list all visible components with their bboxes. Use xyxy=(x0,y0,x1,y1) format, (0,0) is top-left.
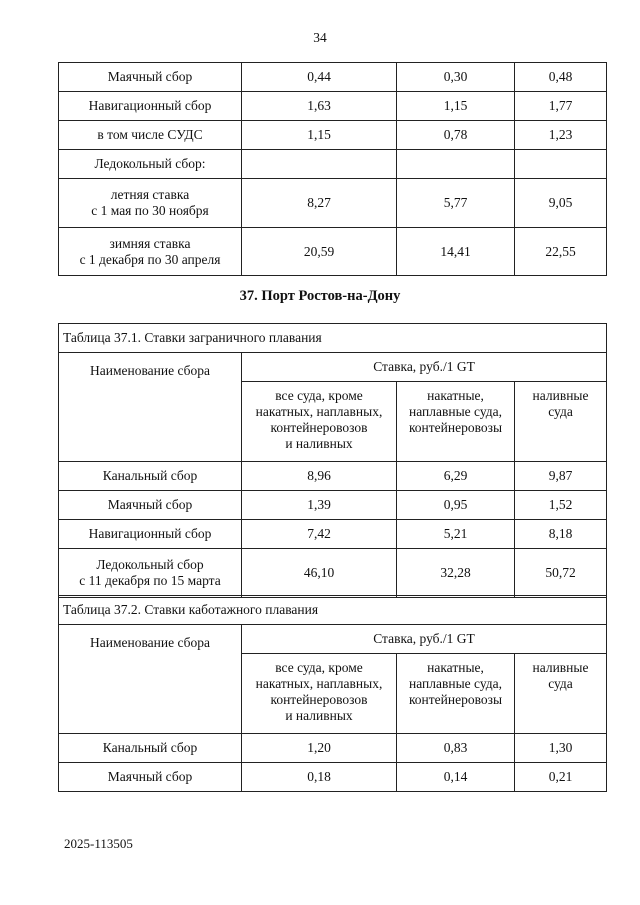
header-line: накатные, xyxy=(427,388,484,403)
header-line: наливные xyxy=(532,660,589,675)
header-col-all-vessels xyxy=(242,382,397,462)
rate-cell: 0,78 xyxy=(397,121,515,150)
rate-cell: 1,20 xyxy=(242,734,397,763)
rate-cell xyxy=(397,150,515,179)
header-col-tankers xyxy=(515,382,607,462)
table-row xyxy=(59,520,607,549)
header-line: суда xyxy=(548,404,573,419)
rate-cell: 8,18 xyxy=(515,520,607,549)
table-row xyxy=(59,763,607,792)
fee-name-line: зимняя ставка xyxy=(109,235,191,251)
rate-cell: 1,39 xyxy=(242,491,397,520)
header-col-all-vessels xyxy=(242,654,397,734)
fee-name-line: с 11 декабря по 15 марта xyxy=(79,573,221,588)
table-row xyxy=(59,491,607,520)
table-row xyxy=(59,179,607,228)
document-number: 2025-113505 xyxy=(64,836,133,851)
fee-name: Канальный сбор xyxy=(59,462,242,491)
rate-cell xyxy=(242,150,397,179)
header-line: и наливных xyxy=(285,436,353,451)
header-line: контейнеровозов xyxy=(270,420,368,435)
table-row xyxy=(59,150,607,179)
rate-cell: 6,29 xyxy=(397,462,515,491)
rate-cell: 0,95 xyxy=(397,491,515,520)
rate-cell: 8,96 xyxy=(242,462,397,491)
rate-cell: 1,63 xyxy=(242,92,397,121)
rate-cell: 20,59 xyxy=(242,228,397,276)
header-line: контейнеровозы xyxy=(408,420,503,435)
header-rate: Ставка, руб./1 GT xyxy=(242,625,607,654)
rate-cell xyxy=(515,150,607,179)
header-line: накатных, наплавных, xyxy=(255,404,383,419)
table-row xyxy=(59,549,607,598)
header-fee-name: Наименование сбора xyxy=(59,625,242,734)
rate-cell: 0,18 xyxy=(242,763,397,792)
fee-name-line: Ледокольный сбор xyxy=(96,557,204,572)
rate-cell: 5,21 xyxy=(397,520,515,549)
table-row xyxy=(59,121,607,150)
header-line: накатные, xyxy=(427,660,484,675)
page-number: 34 xyxy=(313,30,327,45)
rate-cell: 1,15 xyxy=(242,121,397,150)
header-rate: Ставка, руб./1 GT xyxy=(242,353,607,382)
rate-cell: 8,27 xyxy=(242,179,397,228)
table-header-row xyxy=(59,353,607,382)
table-37-2 xyxy=(58,595,607,792)
table-caption: Таблица 37.1. Ставки заграничного плавания xyxy=(59,324,607,353)
table-row xyxy=(59,92,607,121)
fee-name: Маячный сбор xyxy=(59,63,242,92)
fee-name: Навигационный сбор xyxy=(59,92,242,121)
table-37-1 xyxy=(58,323,607,598)
header-line: все суда, кроме xyxy=(275,388,363,403)
fee-name: Маячный сбор xyxy=(59,763,242,792)
table-row xyxy=(59,462,607,491)
header-line: накатных, наплавных, xyxy=(255,676,383,691)
rate-cell: 0,48 xyxy=(515,63,607,92)
rate-cell: 0,44 xyxy=(242,63,397,92)
rate-cell: 1,52 xyxy=(515,491,607,520)
rate-cell: 32,28 xyxy=(397,549,515,598)
table-caption-row xyxy=(59,324,607,353)
rate-cell: 0,14 xyxy=(397,763,515,792)
rate-cell: 9,05 xyxy=(515,179,607,228)
fee-name: в том числе СУДС xyxy=(59,121,242,150)
header-line: и наливных xyxy=(285,708,353,723)
table-row xyxy=(59,228,607,276)
fee-name-line: летняя ставка xyxy=(110,187,190,202)
header-col-roro xyxy=(397,654,515,734)
continued-rate-table xyxy=(58,62,607,276)
table-row xyxy=(59,734,607,763)
table-caption-row xyxy=(59,596,607,625)
rate-cell: 1,77 xyxy=(515,92,607,121)
rate-cell: 1,23 xyxy=(515,121,607,150)
header-line: контейнеровозов xyxy=(270,692,368,707)
fee-name: Ледокольный сбор: xyxy=(59,150,242,179)
table-caption: Таблица 37.2. Ставки каботажного плавания xyxy=(59,596,607,625)
header-line: наливные xyxy=(532,388,589,403)
fee-name xyxy=(59,549,242,598)
fee-name-line: с 1 декабря по 30 апреля xyxy=(79,251,221,267)
rate-cell: 7,42 xyxy=(242,520,397,549)
fee-name xyxy=(59,179,242,228)
table-row xyxy=(59,63,607,92)
rate-cell: 0,83 xyxy=(397,734,515,763)
fee-name: Маячный сбор xyxy=(59,491,242,520)
header-line: все суда, кроме xyxy=(275,660,363,675)
rate-cell: 14,41 xyxy=(397,228,515,276)
fee-name: Канальный сбор xyxy=(59,734,242,763)
fee-name: Навигационный сбор xyxy=(59,520,242,549)
header-col-roro xyxy=(397,382,515,462)
rate-cell: 50,72 xyxy=(515,549,607,598)
fee-name-line: с 1 мая по 30 ноября xyxy=(91,203,209,218)
rate-cell: 0,21 xyxy=(515,763,607,792)
rate-cell: 46,10 xyxy=(242,549,397,598)
rate-cell: 1,15 xyxy=(397,92,515,121)
fee-name xyxy=(59,228,242,276)
header-line: наплавные суда, xyxy=(409,676,502,691)
rate-cell: 5,77 xyxy=(397,179,515,228)
rate-cell: 9,87 xyxy=(515,462,607,491)
header-line: наплавные суда, xyxy=(409,404,502,419)
header-col-tankers xyxy=(515,654,607,734)
header-fee-name: Наименование сбора xyxy=(59,353,242,462)
rate-cell: 1,30 xyxy=(515,734,607,763)
header-line: контейнеровозы xyxy=(408,692,503,707)
rate-cell: 22,55 xyxy=(515,228,607,276)
header-line: суда xyxy=(548,676,573,691)
table-header-row xyxy=(59,625,607,654)
rate-cell: 0,30 xyxy=(397,63,515,92)
section-title: 37. Порт Ростов-на-Дону xyxy=(239,288,401,304)
